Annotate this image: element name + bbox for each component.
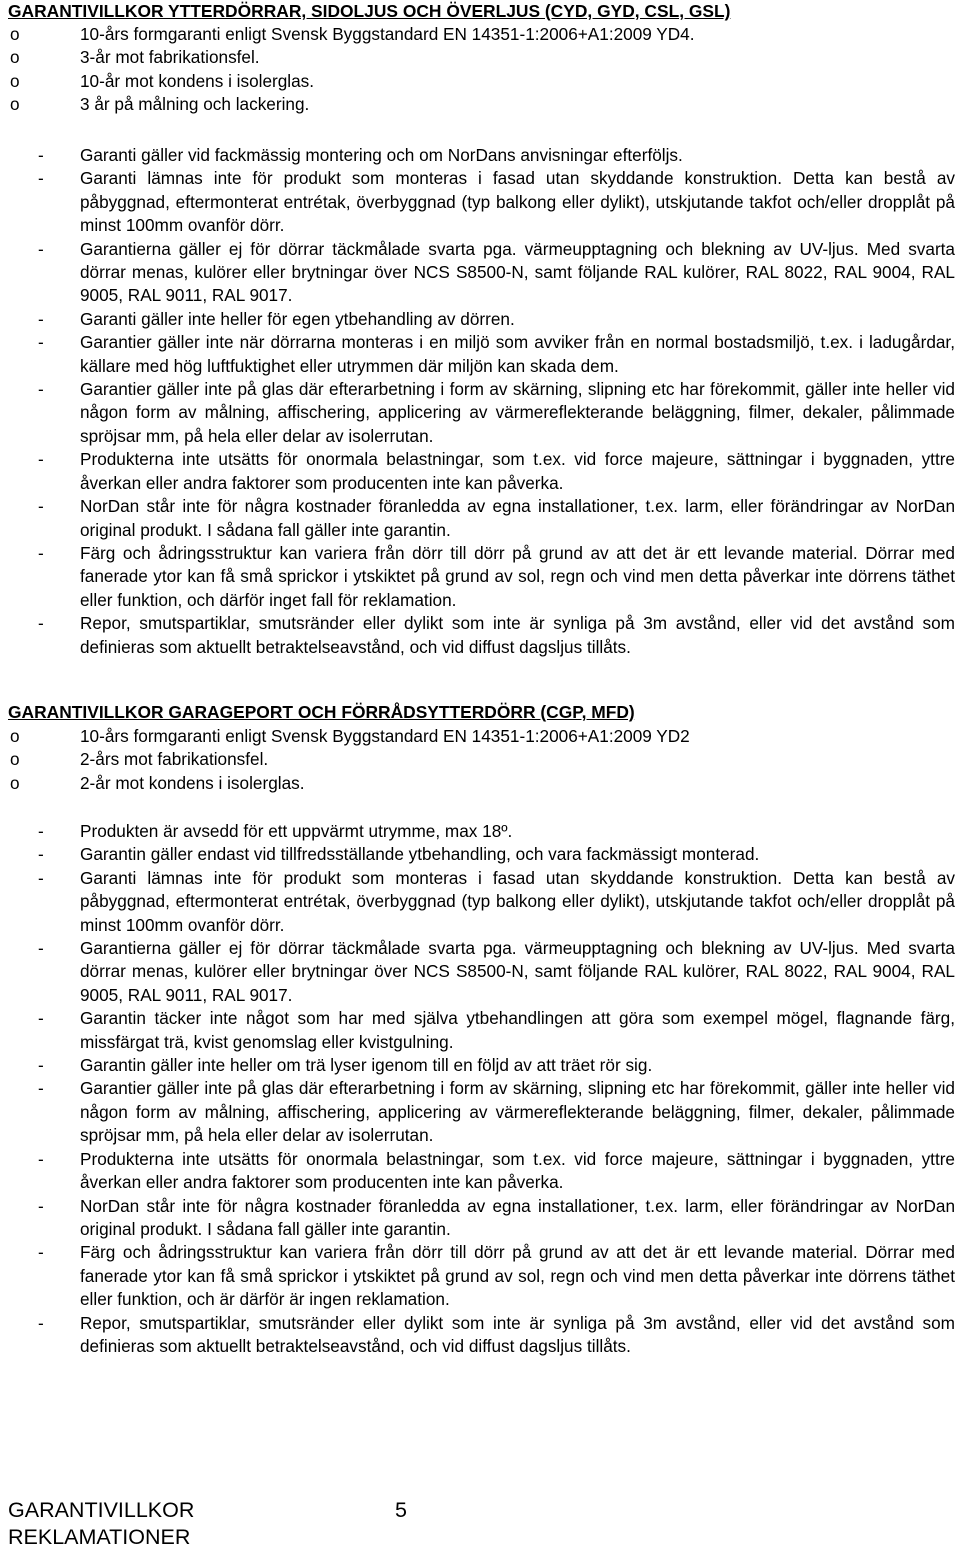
list-item	[0, 937, 960, 1007]
dash-bullet: -	[38, 145, 44, 165]
list-item	[0, 93, 960, 116]
warranty-period-list	[0, 725, 960, 795]
list-item	[0, 238, 960, 308]
warranty-conditions-list	[0, 144, 960, 659]
dash-bullet: -	[38, 168, 44, 189]
list-item	[0, 542, 960, 612]
list-item-text: Garantin gäller endast vid tillfredsställande ytbehandling, och vara fackmässigt monterad.	[80, 844, 760, 865]
list-item	[0, 23, 960, 46]
list-item	[0, 1077, 960, 1147]
list-item-text: Färg och ådringsstruktur kan variera från dörr till dörr på grund av att det är ett levande material. Dörrar med fanerade ytor kan få små sprickor i ytskiktet på grund av sol, regn och vind men detta påverkar inte dörrens täthet eller funktion, och därför inget fall för reklamation.	[80, 542, 955, 610]
list-item-text: Garanti gäller vid fackmässig montering och om NorDans anvisningar efterföljs.	[80, 145, 683, 165]
dash-bullet: -	[38, 332, 44, 353]
list-item	[0, 70, 960, 93]
dash-bullet: -	[38, 844, 44, 865]
list-item	[0, 1241, 960, 1311]
footer-title: GARANTIVILLKOR REKLAMATIONER	[8, 1498, 195, 1549]
list-item	[0, 495, 960, 542]
dash-bullet: -	[38, 1195, 44, 1216]
list-item	[0, 378, 960, 448]
circle-bullet: o	[10, 70, 20, 91]
list-item-text: 2-år mot kondens i isolerglas.	[80, 772, 305, 793]
circle-bullet: o	[10, 94, 20, 115]
list-item	[0, 308, 960, 331]
list-item-text: 3-år mot fabrikationsfel.	[80, 47, 260, 68]
list-item-text: 10-års formgaranti enligt Svensk Byggstandard EN 14351-1:2006+A1:2009 YD2	[80, 726, 690, 746]
dash-bullet: -	[38, 308, 44, 329]
list-item	[0, 820, 960, 843]
list-item	[0, 46, 960, 69]
dash-bullet: -	[38, 379, 44, 400]
dash-bullet: -	[38, 496, 44, 517]
list-item	[0, 331, 960, 378]
list-item	[0, 772, 960, 795]
list-item-text: Repor, smutspartiklar, smutsränder eller dylikt som inte är synliga på 3m avstånd, eller vid det avstånd som definieras som aktuellt betraktelseavstånd, och vid diffust dagsljus tillåts.	[80, 613, 955, 657]
dash-bullet: -	[38, 1242, 44, 1263]
list-item	[0, 748, 960, 771]
list-item	[0, 1054, 960, 1077]
list-item	[0, 448, 960, 495]
dash-bullet: -	[38, 821, 44, 841]
dash-bullet: -	[38, 1078, 44, 1099]
list-item-text: Garantierna gäller ej för dörrar täckmålade svarta pga. värmeupptagning och blekning av UV-ljus. Med svarta dörrar menas, kulörer eller brytningar över NCS S8500-N, samt följande RAL kulörer, RAL 8022, RAL 9004, RAL 9005, RAL 9011, RAL 9017.	[80, 938, 955, 1005]
dash-bullet: -	[38, 238, 44, 259]
dash-bullet: -	[38, 542, 44, 563]
warranty-period-list	[0, 23, 960, 117]
list-item-text: 10-år mot kondens i isolerglas.	[80, 70, 315, 91]
list-item-text: Garantier gäller inte på glas där efterarbetning i form av skärning, slipning etc har förekommit, gäller inte heller vid någon form av målning, affischering, applicering av värmereflekterande beläggning, filmer, dekaler, pålimmade spröjsar mm, på hela eller delar av isolerrutan.	[80, 1078, 955, 1146]
list-item-text: 2-års mot fabrikationsfel.	[80, 749, 269, 770]
circle-bullet: o	[10, 47, 20, 68]
list-item-text: Produkten är avsedd för ett uppvärmt utrymme, max 18º.	[80, 821, 513, 841]
dash-bullet: -	[38, 1148, 44, 1169]
circle-bullet: o	[10, 24, 20, 44]
dash-bullet: -	[38, 1312, 44, 1333]
list-item-text: Garantier gäller inte på glas där efterarbetning i form av skärning, slipning etc har förekommit, gäller inte heller vid någon form av målning, affischering, applicering av värmereflekterande beläggning, filmer, dekaler, pålimmade spröjsar mm, på hela eller delar av isolerrutan.	[80, 379, 955, 446]
list-item-text: 3 år på målning och lackering.	[80, 94, 310, 115]
list-item-text: Garantin gäller inte heller om trä lyser igenom till en följd av att träet rör sig.	[80, 1055, 653, 1076]
list-item-text: Färg och ådringsstruktur kan variera från dörr till dörr på grund av att det är ett levande material. Dörrar med fanerade ytor kan få små sprickor i ytskiktet på grund av sol, regn och vind men detta påverkar inte dörrens täthet eller funktion, och är därför är ingen reklamation.	[80, 1242, 955, 1310]
list-item	[0, 167, 960, 237]
list-item-text: Garantier gäller inte när dörrarna monteras i en miljö som avviker från en normal bostadsmiljö, t.ex. i ladugårdar, källare med hög luftfuktighet eller utrymmen där miljön kan skada dem.	[80, 332, 955, 376]
list-item-text: Garanti lämnas inte för produkt som monteras i fasad utan skyddande konstruktion. Detta kan bestå av påbyggnad, eftermonterat entrétak, överbyggnad (typ balkong eller dylikt), utskjutande takfot och/eller dropplåt på minst 100mm ovanför dörr.	[80, 168, 955, 236]
list-item-text: Garanti lämnas inte för produkt som monteras i fasad utan skyddande konstruktion. Detta kan bestå av påbyggnad, eftermonterat entrétak, överbyggnad (typ balkong eller dylikt), utskjutande takfot och/eller dropplåt på minst 100mm ovanför dörr.	[80, 867, 955, 935]
list-item-text: Garantin täcker inte något som har med själva ytbehandlingen att göra som exempel mögel, flagnande färg, missfärgat trä, kvist genomslag eller kvistgulning.	[80, 1008, 955, 1052]
circle-bullet: o	[10, 726, 20, 746]
list-item	[0, 144, 960, 167]
dash-bullet: -	[38, 938, 44, 959]
list-item-text: NorDan står inte för några kostnader föranledda av egna installationer, t.ex. larm, eller förändringar av NorDan original produkt. I sådana fall gäller inte garantin.	[80, 1195, 955, 1239]
list-item-text: Garantierna gäller ej för dörrar täckmålade svarta pga. värmeupptagning och blekning av UV-ljus. Med svarta dörrar menas, kulörer eller brytningar över NCS S8500-N, samt följande RAL kulörer, RAL 8022, RAL 9004, RAL 9005, RAL 9011, RAL 9017.	[80, 238, 955, 306]
list-item-text: Repor, smutspartiklar, smutsränder eller dylikt som inte är synliga på 3m avstånd, eller vid det avstånd som definieras som aktuellt betraktelseavstånd, och vid diffust dagsljus tillåts.	[80, 1312, 955, 1356]
list-item	[0, 1148, 960, 1195]
list-item-text: Produkterna inte utsätts för onormala belastningar, som t.ex. vid force majeure, sättningar i byggnaden, yttre åverkan eller andra faktorer som producenten inte kan påverka.	[80, 1148, 955, 1193]
dash-bullet: -	[38, 1055, 44, 1076]
page-footer	[8, 1497, 258, 1551]
list-item-text: Produkterna inte utsätts för onormala belastningar, som t.ex. vid force majeure, sättningar i byggnaden, yttre åverkan eller andra faktorer som producenten inte kan påverka.	[80, 449, 955, 493]
circle-bullet: o	[10, 772, 20, 793]
list-item	[0, 1312, 960, 1359]
section-heading-garage: GARANTIVILLKOR GARAGEPORT OCH FÖRRÅDSYTTERDÖRR (CGP, MFD)	[8, 702, 635, 722]
dash-bullet: -	[38, 449, 44, 470]
list-item-text: 10-års formgaranti enligt Svensk Byggstandard EN 14351-1:2006+A1:2009 YD4.	[80, 24, 695, 44]
list-item-text: Garanti gäller inte heller för egen ytbehandling av dörren.	[80, 308, 515, 329]
dash-bullet: -	[38, 867, 44, 888]
dash-bullet: -	[38, 613, 44, 634]
list-item	[0, 725, 960, 748]
list-item	[0, 612, 960, 659]
list-item	[0, 1007, 960, 1054]
list-item	[0, 867, 960, 937]
circle-bullet: o	[10, 749, 20, 770]
list-item-text: NorDan står inte för några kostnader föranledda av egna installationer, t.ex. larm, eller förändringar av NorDan original produkt. I sådana fall gäller inte garantin.	[80, 496, 955, 540]
warranty-conditions-list	[0, 820, 960, 1358]
section-heading-doors: GARANTIVILLKOR YTTERDÖRRAR, SIDOLJUS OCH ÖVERLJUS (CYD, GYD, CSL, GSL)	[8, 1, 731, 21]
list-item	[0, 843, 960, 866]
list-item	[0, 1195, 960, 1242]
page-number: 5	[395, 1498, 407, 1522]
dash-bullet: -	[38, 1008, 44, 1029]
